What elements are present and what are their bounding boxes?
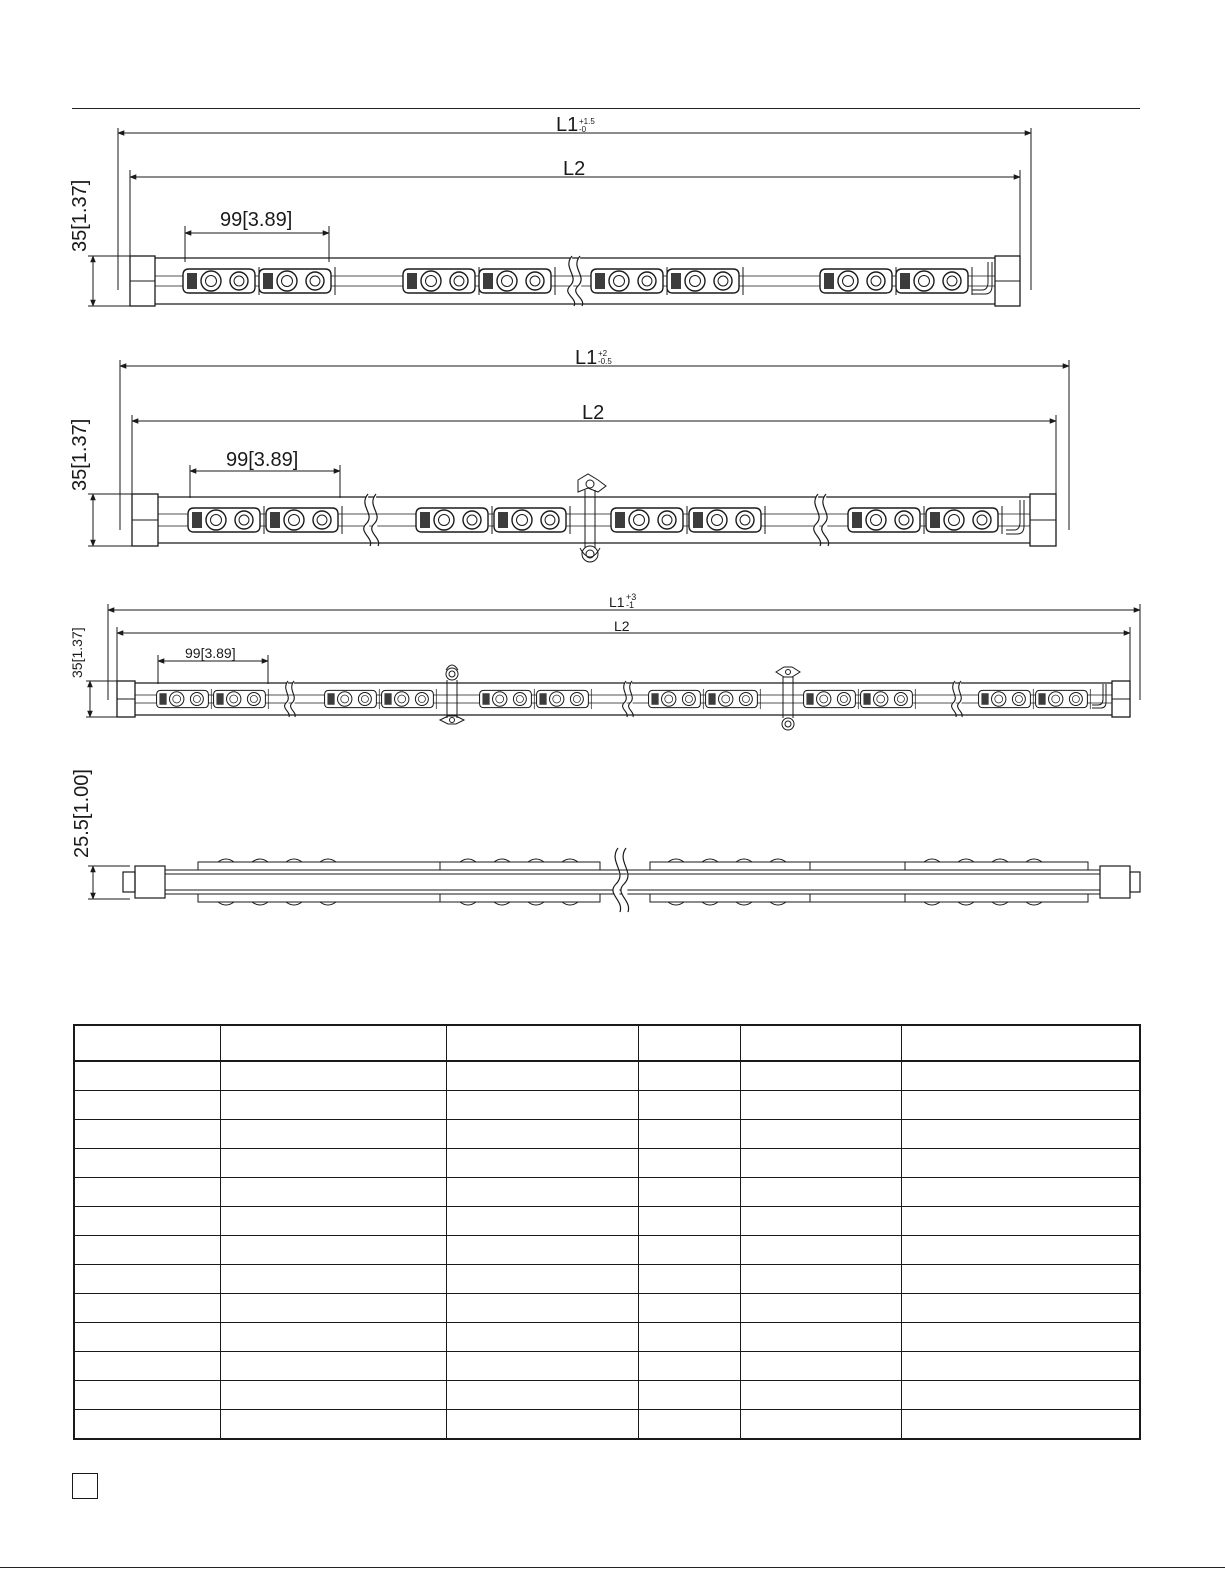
led-module: [649, 689, 704, 709]
led-module: [479, 267, 555, 295]
led-module: [804, 689, 859, 709]
led-module: [611, 506, 687, 534]
led-module: [667, 267, 743, 295]
mounting-clip: [578, 474, 606, 562]
drawing-3-tol-upper: +3: [626, 592, 637, 602]
drawing-3-l1-label: L1: [609, 594, 625, 610]
drawing-1-height-label: 35[1.37]: [69, 179, 91, 252]
led-module: [403, 267, 479, 295]
led-module: [382, 689, 437, 709]
drawing-3: [86, 604, 1140, 730]
led-module: [820, 267, 896, 295]
table-row: [74, 1120, 1140, 1149]
mounting-clip: [776, 667, 800, 730]
table-row: [74, 1236, 1140, 1265]
led-module: [480, 689, 535, 709]
drawing-2-l2-label: L2: [582, 402, 605, 424]
drawing-2-height-label: 35[1.37]: [69, 418, 91, 491]
led-module: [537, 689, 592, 709]
drawing-2-tol-upper: +2: [598, 349, 608, 358]
led-module: [591, 267, 667, 295]
table-row: [74, 1207, 1140, 1236]
note-checkbox: [72, 1473, 98, 1499]
led-module: [926, 506, 1002, 534]
side-view-height-label: 25.5[1.00]: [71, 769, 93, 858]
led-module: [1036, 689, 1091, 709]
drawing-1-tol-lower: -0: [579, 125, 587, 134]
drawing-1-l2-label: L2: [563, 158, 586, 180]
table-row: [74, 1294, 1140, 1323]
led-module: [706, 689, 761, 709]
table-row: [74, 1352, 1140, 1381]
led-module: [259, 267, 335, 295]
led-module: [266, 506, 342, 534]
led-module: [979, 689, 1034, 709]
led-module: [494, 506, 570, 534]
table-row: [74, 1410, 1140, 1440]
side-view: [88, 848, 1140, 912]
drawing-1-pitch-label: 99[3.89]: [220, 209, 293, 231]
table-row: [74, 1323, 1140, 1352]
drawing-3-tol-lower: -1: [626, 600, 635, 610]
drawing-2-pitch-label: 99[3.89]: [226, 449, 299, 471]
spec-table: [73, 1024, 1141, 1440]
drawing-3-height-label: 35[1.37]: [69, 627, 85, 678]
led-module: [325, 689, 380, 709]
led-module: [416, 506, 492, 534]
table-row: [74, 1091, 1140, 1120]
table-header-row: [74, 1025, 1140, 1061]
drawing-3-pitch-label: 99[3.89]: [185, 645, 236, 661]
led-module: [188, 506, 264, 534]
table-row: [74, 1381, 1140, 1410]
drawing-1-l1-label: L1: [556, 114, 579, 136]
led-module: [214, 689, 269, 709]
led-module: [861, 689, 916, 709]
table-row: [74, 1265, 1140, 1294]
led-module: [896, 267, 972, 295]
bottom-rule: [0, 1567, 1225, 1568]
drawing-1-tol-upper: +1.5: [579, 117, 595, 126]
led-module: [157, 689, 212, 709]
drawing-2-l1-label: L1: [575, 347, 598, 369]
table-row: [74, 1149, 1140, 1178]
drawing-3-l2-label: L2: [614, 618, 630, 634]
led-module: [689, 506, 765, 534]
led-module: [183, 267, 259, 295]
drawing-2-tol-lower: -0.5: [598, 357, 612, 366]
table-row: [74, 1178, 1140, 1207]
table-row: [74, 1061, 1140, 1091]
led-module: [848, 506, 924, 534]
